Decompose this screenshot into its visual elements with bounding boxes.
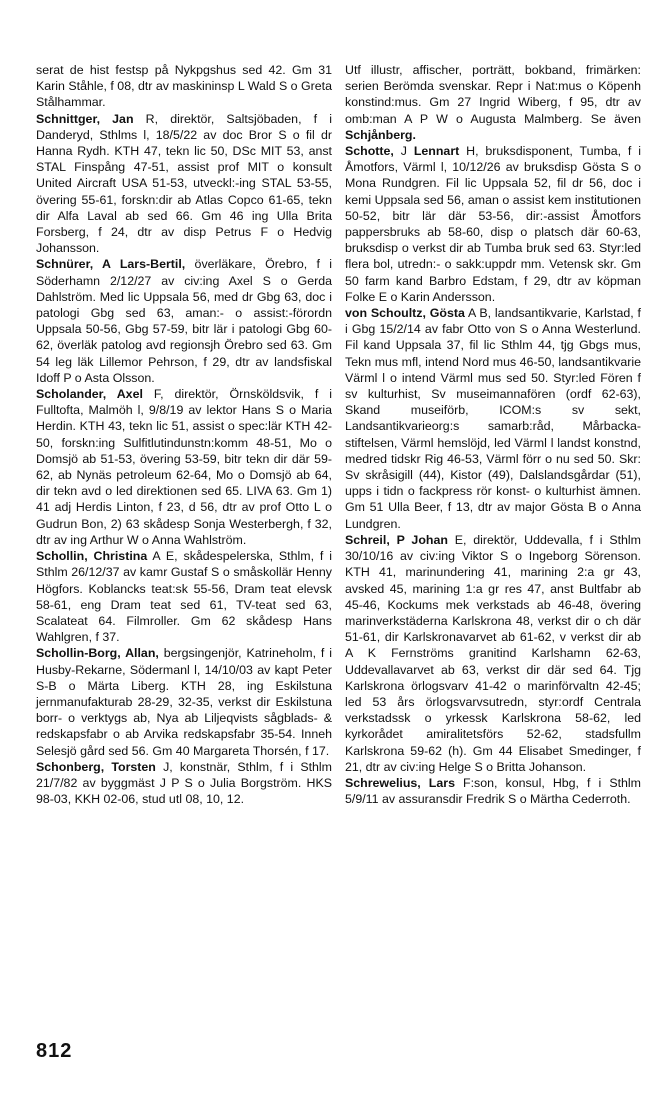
entry-name: Schrewelius, Lars [345,775,455,790]
entry-name: Schnürer, A Lars-Bertil, [36,257,186,272]
entry-name: von Schoultz, Gösta [345,306,465,321]
entry-name: Schollin, Christina [36,549,148,564]
right-column [345,62,641,807]
entry-schollin-borg: Schollin-Borg, Allan, bergsingenjör, Katrineholm, f i Husby-Rekarne, Södermanl l, 14/10/03 av kapt Peter S-B o Märta Liberg. KTH 28, ing Eskilstuna jernmanufakturab 28-29, 32-35, verkst dir Eskilstuna borr- o verktygs ab, Nya ab Liljeqvists sågblads- & redskapsfabr o ab Arvika redskapsfabr 35-54. Inneh Selesjö gård sed 56. Gm 40 Margareta Thorsén, f 17. [36,646,332,758]
entry-continuation: serat de hist festsp på Nykpgshus sed 42. Gm 31 Karin Ståhle, f 08, dtr av maskininsp L Wald S o Greta Stålhammar. [36,63,332,110]
entry-name: Schotte, [345,144,394,159]
left-column [36,62,332,807]
entry-schnittger: Schnittger, Jan R, direktör, Saltsjöbaden, f i Danderyd, Sthlms l, 18/5/22 av doc Bror S o fil dr Hanna Rydh. KTH 47, tekn lic 50, DSc MIT 53, anst STAL Finspång 47-51, assist prof MIT o konsult United Aircraft USA 51-53, utveckl:-ing STAL 53-55, övering 55-61, forskn:dir ab Atlas Copco 61-65, tekn dir Alfa Laval ab sed 66. Gm 46 ing Ulla Brita Forsberg, f 24, dtr av disp Petrus F o Hedvig Johansson. [36,111,332,256]
entry-schreil: Schreil, P Johan E, direktör, Uddevalla, f i Sthlm 30/10/16 av civ:ing Viktor S o Ingeborg Sörenson. KTH 41, marinundering 41, marining 2:a gr 43, avsked 45, marining 1:a gr res 47, anst Bultfabr ab 45-46, Kockums mek verkstads ab 46-48, övering marinverkstäderna Karlskrona 48, verkst dir o ch där 51-61, dir Karlskronavarvet ab 61-62, v verkst dir ab A K Fernströms granitind Karlshamn 62-63, Uddevallavarvet ab 63, verkst dir där sed 64. Tjg Karlskrona örlogsvarv 41-42 o marinförvaltn 42-45; led 53 års örlogsvarvsutredn, styr:ordf Centrala verkstadssk o yrkessk Karlskrona 58-62, led kyrkorådet amiralitetsförs 52-62, stadsfullm Karlskrona 59-62 (h). Gm 44 Elisabet Smedinger, f 21, dtr av civ:ing Helge S o Britta Johanson. [345,532,641,774]
entry-name-given: Lennart [413,144,460,159]
entry-von-schoultz: von Schoultz, Gösta A B, landsantikvarie, Karlstad, f i Gbg 15/2/14 av fabr Otto von S o Anna Westerlund. Fil kand Uppsala 37, fil lic Sthlm 44, tjg Gbgs mus, Tekn mus mfl, intend Nord mus 46-50, landsantikvarie Värml l o intend Värml mus sed 50. Styr:led Fören f sv kulturhist, Sv museimannafören (ordf 62-63), Skand museiförb, ICOM:s sv sekt, Landsantikvarieorg:s samarb:råd, Mårbacka-stiftelsen, Värml hemslöjd, led Värml l landst konstnd, medred tidskr Rig 46-53, Värml förr o nu sed 50. Skr: Sv skråsigill (44), Kistor (49), Dalslandsgårdar (51), upps i tidn o fackpress rör konst- o kulturhist ämnen. Gm 51 Ulla Beer, f 13, dtr av major Gösta B o Anna Lundgren. [345,306,641,531]
cross-reference: Schjånberg. [345,127,416,142]
entry-schrewelius: Schrewelius, Lars F:son, konsul, Hbg, f i Sthlm 5/9/11 av assuransdir Fredrik S o Märtha Cederroth. [345,775,641,807]
entry-name: Schollin-Borg, Allan, [36,646,159,661]
page-number: 812 [36,1040,73,1062]
entry-name: Schreil, P Johan [345,532,448,547]
entry-schonberg-continued: Utf illustr, affischer, porträtt, bokband, frimärken: serien Berömda svenskar. Repr i Nat:mus o Köpenh konstind:mus. Gm 27 Ingrid Wiberg, f 95, dtr av omb:man A P W o Augusta Malmberg. Se även Schjånberg. [345,63,641,142]
entry-name: Schnittger, Jan [36,111,134,126]
entry-schonberg: Schonberg, Torsten J, konstnär, Sthlm, f i Sthlm 21/7/82 av byggmäst J P S o Julia Borgström. HKS 98-03, KKH 02-06, stud utl 08, 10, 12. [36,759,332,807]
entry-name: Schonberg, Torsten [36,759,156,774]
entry-schnurer: Schnürer, A Lars-Bertil, överläkare, Örebro, f i Söderhamn 2/12/27 av civ:ing Axel S o Gerda Dahlström. Med lic Uppsala 56, med dr Gbg 63, doc i patologi Gbg sed 63, aman:- o assist:-förordn Uppsala 50-56, Gbg 57-59, bitr lär i patologi Gbg 60-62, överläk patolog avd regionsjh Örebro sed 63. Gm 54 leg läk Lillemor Pehrson, f 29, dtr av landsfiskal Idoff P o Asta Olsson. [36,257,332,385]
entry-schotte: Schotte, J Lennart H, bruksdisponent, Tumba, f i Åmotfors, Värml l, 10/12/26 av bruksdisp Gösta S o Mona Rundgren. Fil lic Uppsala 52, fil dr 56, doc i kemi Uppsala sed 56, aman o assist kem institutionen 50-52, bitr lär där 53-56, dir:-assist Åmotfors pappersbruks ab 58-60, disp o platsch där 60-63, bruksdisp o verkst dir ab Tumba bruk sed 63. Styr:led flera bol, utredn:- o sakk:uppdr mm. Vetensk skr. Gm 50 farm kand Barbro Edstam, f 29, dtr av köpman Folke E o Karin Andersson. [345,144,641,304]
entry-schollin: Schollin, Christina A E, skådespelerska, Sthlm, f i Sthlm 26/12/37 av kamr Gustaf S o småskollär Henny Högfors. Koblancks teat:sk 55-56, Dram teat elevsk 58-61, eng Dram teat sed 61, TV-teat sed 63, Scalateat 64. Filmroller. Gm 62 skådesp Hans Wahlgren, f 37. [36,549,333,645]
entry-name: Scholander, Axel [36,387,143,402]
entry-scholander: Scholander, Axel F, direktör, Örnsköldsvik, f i Fulltofta, Malmöh l, 9/8/19 av lektor Hans S o Maria Herdin. KTH 43, tekn lic 51, assist o spec:lär KTH 42-50, forskn:ing Sulfitlutindunstn:komm 48-51, Mo o Domsjö ab 51-53, övering 53-59, bitr tekn dir där 59-62, ab Nynäs petroleum 62-64, Mo o Domsjö ab 64, dir tekn avd o led direktionen sed 65. LIVA 63. Gm 1) 41 adj Herdis Linton, f 23, d 56, dtr av prof Otto L o Gudrun Bon, 2) 63 skådesp Sonja Westerbergh, f 32, dtr av ing Arthur W o Anna Wahlström. [36,387,333,547]
